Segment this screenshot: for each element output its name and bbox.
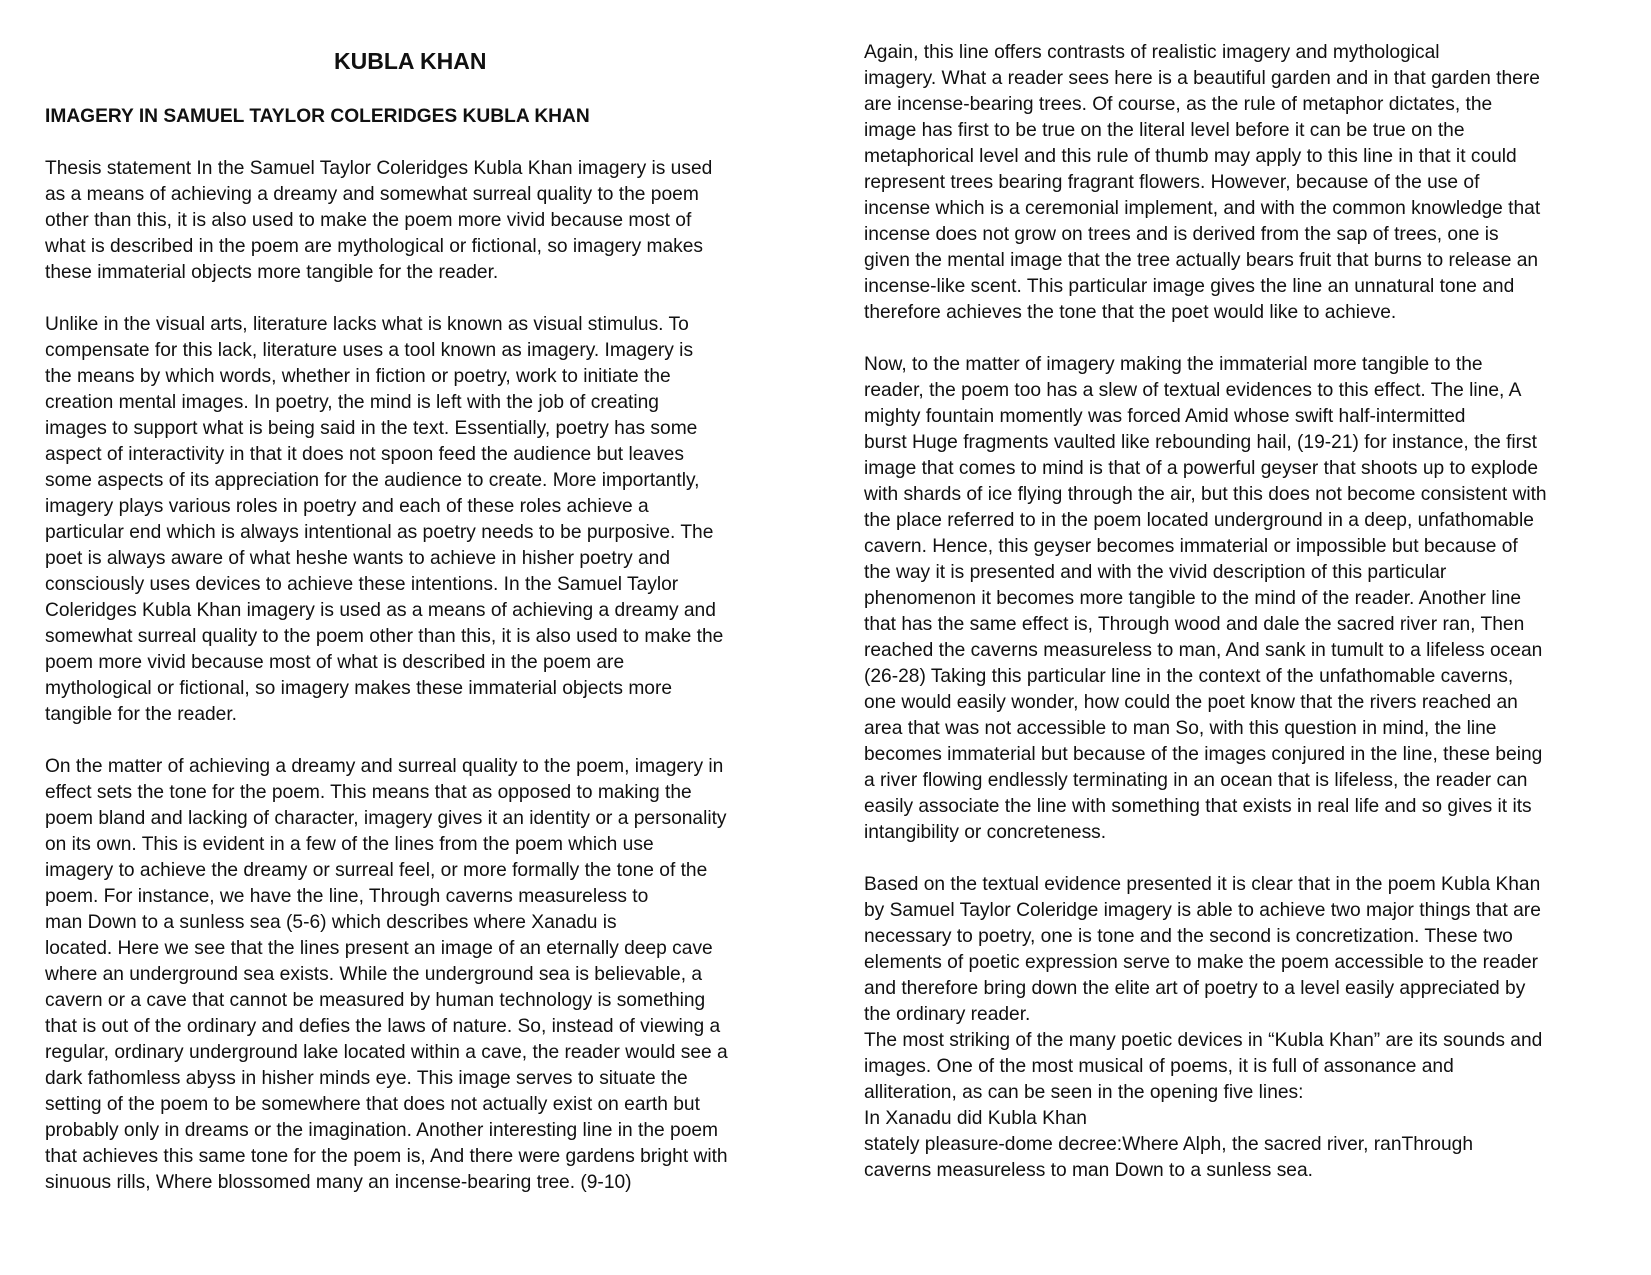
text-line: reader, the poem too has a slew of textual evidences to this effect. The line, A (864, 380, 1522, 401)
page-title: KUBLA KHAN (334, 48, 487, 74)
page-subtitle: IMAGERY IN SAMUEL TAYLOR COLERIDGES KUBLA KHAN (45, 106, 590, 127)
text-line: and therefore bring down the elite art of poetry to a level easily appreciated by (864, 978, 1526, 999)
text-line: probably only in dreams or the imagination. Another interesting line in the poem (45, 1120, 719, 1141)
text-line: aspect of interactivity in that it does not spoon feed the audience but leaves (45, 444, 684, 465)
text-line: The most striking of the many poetic devices in “Kubla Khan” are its sounds and (864, 1030, 1543, 1051)
text-line: Again, this line offers contrasts of realistic imagery and mythological (864, 42, 1440, 63)
text-line: therefore achieves the tone that the poet would like to achieve. (864, 302, 1397, 323)
text-line: represent trees bearing fragrant flowers. However, because of the use of (864, 172, 1480, 193)
text-line: the means by which words, whether in fiction or poetry, work to initiate the (45, 366, 671, 387)
text-line: the place referred to in the poem located underground in a deep, unfathomable (864, 510, 1534, 531)
text-line: (26-28) Taking this particular line in the context of the unfathomable caverns, (864, 666, 1514, 687)
poem-quote-line: In Xanadu did Kubla Khan (864, 1108, 1087, 1129)
left-paragraph-thesis (45, 156, 805, 286)
text-line: Thesis statement In the Samuel Taylor Coleridges Kubla Khan imagery is used (45, 158, 713, 179)
text-line: regular, ordinary underground lake located within a cave, the reader would see a (45, 1042, 728, 1063)
text-line: incense-like scent. This particular image gives the line an unnatural tone and (864, 276, 1515, 297)
text-line: images to support what is being said in the text. Essentially, poetry has some (45, 418, 698, 439)
text-line: that achieves this same tone for the poem is, And there were gardens bright with (45, 1146, 728, 1167)
right-paragraph-tangible-imagery (864, 352, 1624, 846)
text-line: creation mental images. In poetry, the mind is left with the job of creating (45, 392, 659, 413)
text-line: metaphorical level and this rule of thumb may apply to this line in that it could (864, 146, 1517, 167)
text-line: images. One of the most musical of poems, it is full of assonance and (864, 1056, 1454, 1077)
text-line: the ordinary reader. (864, 1004, 1031, 1025)
text-line: are incense-bearing trees. Of course, as the rule of metaphor dictates, the (864, 94, 1493, 115)
text-line: imagery plays various roles in poetry and each of these roles achieve a (45, 496, 649, 517)
text-line: with shards of ice flying through the air, but this does not become consistent with (864, 484, 1547, 505)
text-line: setting of the poem to be somewhere that does not actually exist on earth but (45, 1094, 700, 1115)
right-column (864, 40, 1624, 1184)
text-line: image that comes to mind is that of a powerful geyser that shoots up to explode (864, 458, 1539, 479)
text-line: cavern or a cave that cannot be measured by human technology is something (45, 990, 706, 1011)
text-line: On the matter of achieving a dreamy and surreal quality to the poem, imagery in (45, 756, 724, 777)
text-line: incense does not grow on trees and is derived from the sap of trees, one is (864, 224, 1499, 245)
text-line: mythological or fictional, so imagery makes these immaterial objects more (45, 678, 673, 699)
text-line: Unlike in the visual arts, literature lacks what is known as visual stimulus. To (45, 314, 689, 335)
text-line: effect sets the tone for the poem. This means that as opposed to making the (45, 782, 692, 803)
text-line: Coleridges Kubla Khan imagery is used as a means of achieving a dreamy and (45, 600, 716, 621)
text-line: one would easily wonder, how could the poet know that the rivers reached an (864, 692, 1518, 713)
text-line: that is out of the ordinary and defies the laws of nature. So, instead of viewing a (45, 1016, 721, 1037)
text-line: sinuous rills, Where blossomed many an incense-bearing tree. (9-10) (45, 1172, 632, 1193)
poem-quote-line: stately pleasure-dome decree:Where Alph, the sacred river, ranThrough (864, 1134, 1473, 1155)
text-line: where an underground sea exists. While the underground sea is believable, a (45, 964, 703, 985)
text-line: alliteration, as can be seen in the opening five lines: (864, 1082, 1304, 1103)
text-line: on its own. This is evident in a few of the lines from the poem which use (45, 834, 654, 855)
text-line: Now, to the matter of imagery making the immaterial more tangible to the (864, 354, 1483, 375)
text-line: the way it is presented and with the vivid description of this particular (864, 562, 1447, 583)
text-line: cavern. Hence, this geyser becomes immaterial or impossible but because of (864, 536, 1518, 557)
text-line: what is described in the poem are mythological or fictional, so imagery makes (45, 236, 704, 257)
right-paragraph-conclusion (864, 872, 1624, 1184)
text-line: poem bland and lacking of character, imagery gives it an identity or a personality (45, 808, 727, 829)
text-line: a river flowing endlessly terminating in an ocean that is lifeless, the reader can (864, 770, 1528, 791)
text-line: elements of poetic expression serve to make the poem accessible to the reader (864, 952, 1539, 973)
text-line: area that was not accessible to man So, with this question in mind, the line (864, 718, 1497, 739)
text-line: poem more vivid because most of what is described in the poem are (45, 652, 625, 673)
text-line: by Samuel Taylor Coleridge imagery is able to achieve two major things that are (864, 900, 1541, 921)
text-line: man Down to a sunless sea (5-6) which describes where Xanadu is (45, 912, 617, 933)
text-line: incense which is a ceremonial implement, and with the common knowledge that (864, 198, 1541, 219)
text-line: mighty fountain momently was forced Amid whose swift half-intermitted (864, 406, 1466, 427)
left-paragraph-imagery-intro (45, 312, 805, 728)
text-line: these immaterial objects more tangible for the reader. (45, 262, 499, 283)
text-line: poet is always aware of what heshe wants to achieve in hisher poetry and (45, 548, 671, 569)
text-line: given the mental image that the tree actually bears fruit that burns to release an (864, 250, 1539, 271)
right-paragraph-garden-imagery (864, 40, 1624, 326)
poem-quote-line: caverns measureless to man Down to a sunless sea. (864, 1160, 1313, 1181)
text-line: becomes immaterial but because of the images conjured in the line, these being (864, 744, 1543, 765)
text-line: Based on the textual evidence presented it is clear that in the poem Kubla Khan (864, 874, 1541, 895)
text-line: as a means of achieving a dreamy and somewhat surreal quality to the poem (45, 184, 699, 205)
text-line: image has first to be true on the literal level before it can be true on the (864, 120, 1465, 141)
text-line: burst Huge fragments vaulted like rebounding hail, (19-21) for instance, the first (864, 432, 1537, 453)
text-line: tangible for the reader. (45, 704, 238, 725)
text-line: dark fathomless abyss in hisher minds eye. This image serves to situate the (45, 1068, 688, 1089)
text-line: compensate for this lack, literature uses a tool known as imagery. Imagery is (45, 340, 694, 361)
text-line: other than this, it is also used to make the poem more vivid because most of (45, 210, 692, 231)
text-line: necessary to poetry, one is tone and the second is concretization. These two (864, 926, 1513, 947)
text-line: phenomenon it becomes more tangible to the mind of the reader. Another line (864, 588, 1522, 609)
text-line: reached the caverns measureless to man, And sank in tumult to a lifeless ocean (864, 640, 1543, 661)
text-line: poem. For instance, we have the line, Through caverns measureless to (45, 886, 649, 907)
text-line: easily associate the line with something that exists in real life and so gives it its (864, 796, 1532, 817)
text-line: some aspects of its appreciation for the audience to create. More importantly, (45, 470, 700, 491)
text-line: consciously uses devices to achieve these intentions. In the Samuel Taylor (45, 574, 679, 595)
text-line: somewhat surreal quality to the poem other than this, it is also used to make the (45, 626, 724, 647)
text-line: imagery to achieve the dreamy or surreal feel, or more formally the tone of the (45, 860, 708, 881)
text-line: intangibility or concreteness. (864, 822, 1107, 843)
text-line: that has the same effect is, Through wood and dale the sacred river ran, Then (864, 614, 1525, 635)
left-paragraph-dreamy-quality (45, 754, 805, 1196)
text-line: imagery. What a reader sees here is a beautiful garden and in that garden there (864, 68, 1540, 89)
text-line: located. Here we see that the lines present an image of an eternally deep cave (45, 938, 713, 959)
text-line: particular end which is always intentional as poetry needs to be purposive. The (45, 522, 714, 543)
left-column (45, 40, 805, 1196)
